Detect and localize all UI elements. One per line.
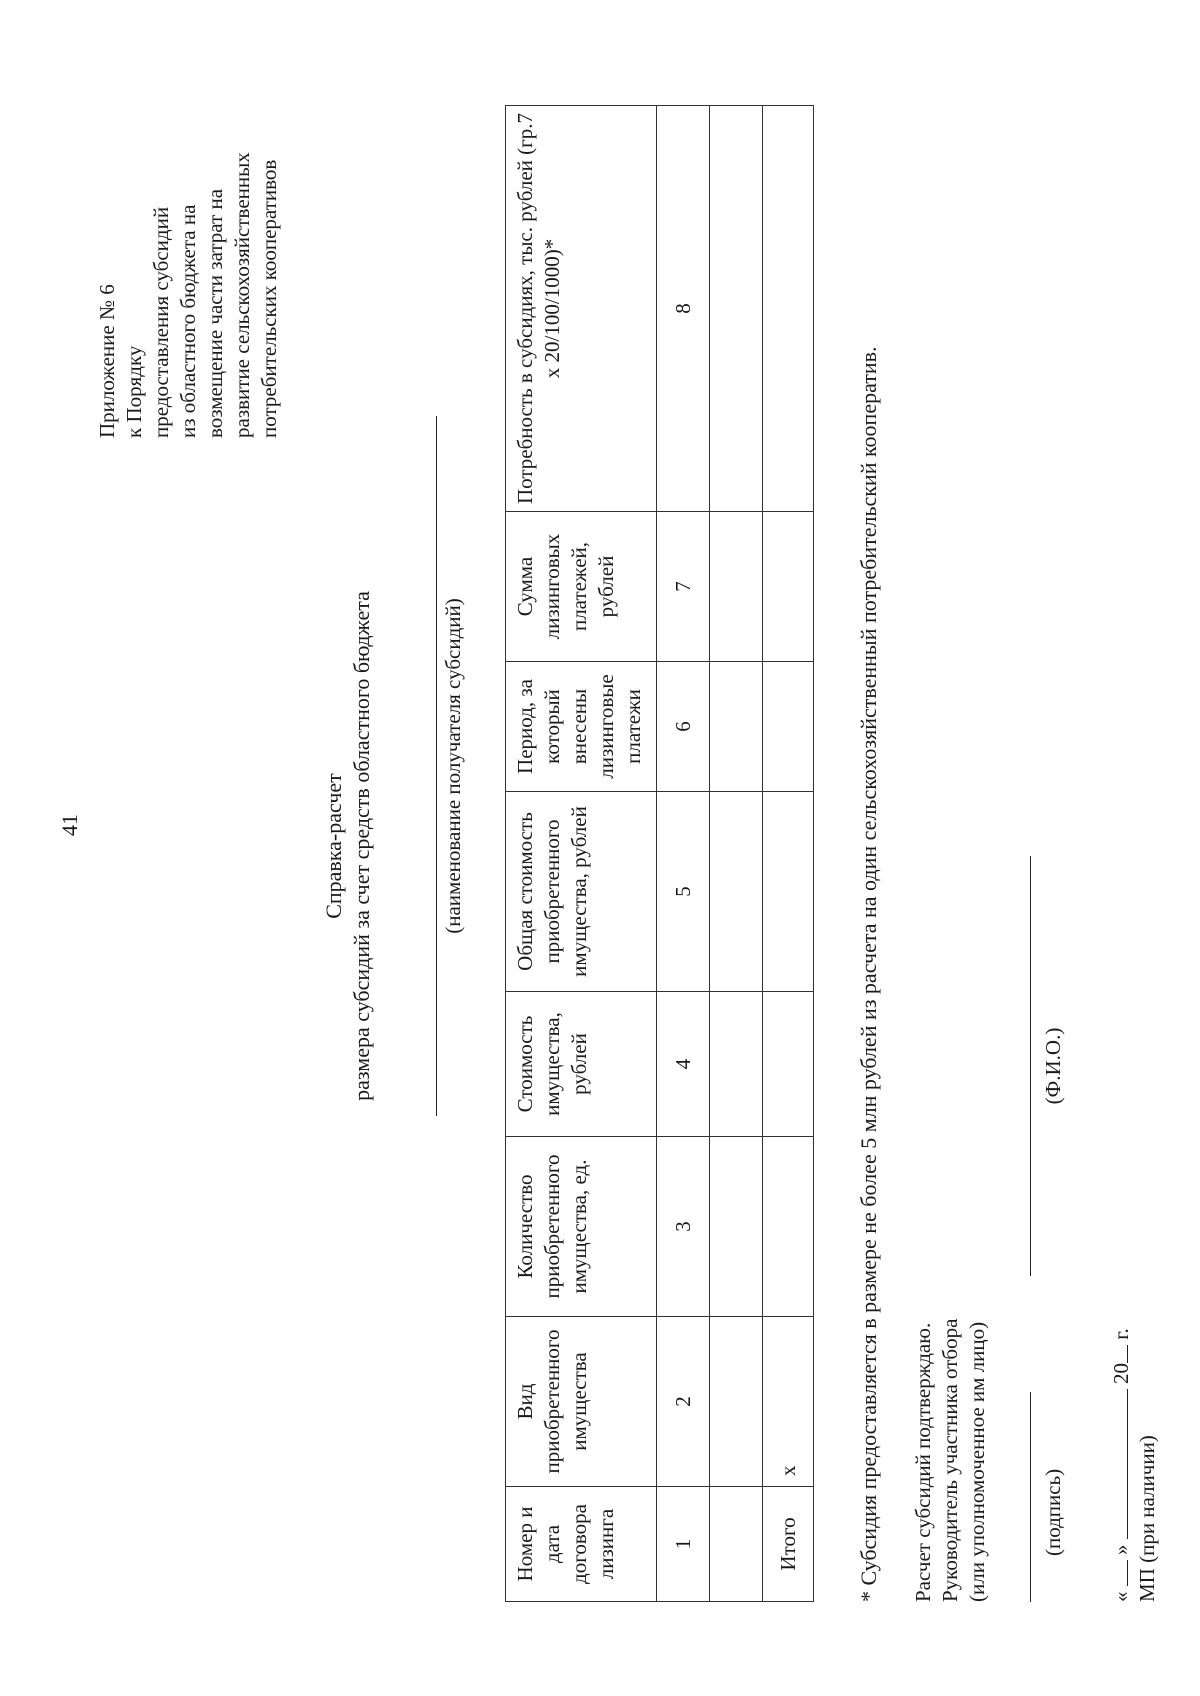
date-quote-close: » <box>1109 1544 1133 1555</box>
table-cell[interactable] <box>710 1317 763 1487</box>
signature-line <box>1030 1392 1031 1602</box>
title-line-2: размера субсидий за счет средств областного бюджета <box>349 591 374 1101</box>
column-number: 2 <box>657 1317 710 1487</box>
annex-line: из областного бюджета на <box>176 204 200 438</box>
date-year-suffix: г. <box>1109 1328 1133 1340</box>
head-line-1: Руководитель участника отбора <box>938 1318 962 1602</box>
fio-caption: (Ф.И.О.) <box>1041 1027 1065 1105</box>
calculation-table <box>505 105 814 1602</box>
table-cell[interactable] <box>710 1137 763 1317</box>
total-col2-mark: х <box>763 1317 814 1487</box>
annex-line: предоставления субсидий <box>149 206 173 438</box>
annex-line: потребительских кооперативов <box>257 159 281 438</box>
annex-line: к Порядку <box>122 345 146 438</box>
header-cell: Номер и дата договора лизинга <box>506 1487 657 1602</box>
title-line-1: Справка-расчет <box>321 773 346 919</box>
document-title <box>320 496 376 1196</box>
column-number: 3 <box>657 1137 710 1317</box>
total-label: Итого <box>763 1487 814 1602</box>
table-cell[interactable] <box>710 512 763 662</box>
annex-block <box>94 18 283 438</box>
recipient-line <box>436 416 437 1116</box>
head-line-2: (или уполномоченное им лицо) <box>965 1321 989 1602</box>
table-cell[interactable] <box>763 992 814 1137</box>
column-number: 8 <box>657 106 710 512</box>
table-row <box>710 106 763 1602</box>
table-cell[interactable] <box>763 512 814 662</box>
table-cell[interactable] <box>763 106 814 512</box>
header-cell: Период, за который внесены лизинговые платежи <box>506 662 657 792</box>
table-cell[interactable] <box>710 662 763 792</box>
signature-caption: (подпись) <box>1041 1468 1065 1556</box>
table-cell[interactable] <box>763 662 814 792</box>
column-number: 1 <box>657 1487 710 1602</box>
date-quote-open: « <box>1109 1591 1133 1602</box>
annex-line: Приложение № 6 <box>95 284 119 438</box>
table-cell[interactable] <box>763 1137 814 1317</box>
date-year-prefix: 20 <box>1109 1363 1133 1384</box>
footnote: * Субсидия предоставляется в размере не более 5 млн рублей из расчета на один сельскохозяйственный потребительский кооператив. <box>856 346 881 1602</box>
header-cell: Количество приобретенного имущества, ед. <box>506 1137 657 1317</box>
table-header-row <box>506 106 657 1602</box>
table-cell[interactable] <box>710 106 763 512</box>
recipient-caption: (наименование получателя субсидий) <box>441 598 465 934</box>
table-cell[interactable] <box>710 792 763 992</box>
header-cell: Сумма лизинговых платежей, рублей <box>506 512 657 662</box>
header-cell: Стоимость имущества, рублей <box>506 992 657 1137</box>
fio-line <box>1030 856 1031 1276</box>
column-number-row <box>657 106 710 1602</box>
annex-line: возмещение части затрат на <box>203 188 227 438</box>
table-cell[interactable] <box>710 1487 763 1602</box>
column-number: 6 <box>657 662 710 792</box>
page-number: 41 <box>57 814 82 836</box>
header-cell: Вид приобретенного имущества <box>506 1317 657 1487</box>
total-row <box>763 106 814 1602</box>
date-field[interactable] <box>1108 1202 1136 1602</box>
column-number: 4 <box>657 992 710 1137</box>
column-number: 5 <box>657 792 710 992</box>
stamp-note: МП (при наличии) <box>1135 1435 1159 1602</box>
signature-block <box>910 902 991 1602</box>
header-cell: Потребность в субсидиях, тыс. рублей (гр.7 х 20/100/1000)* <box>506 106 657 512</box>
table-cell[interactable] <box>710 992 763 1137</box>
annex-line: развитие сельскохозяйственных <box>230 152 254 438</box>
column-number: 7 <box>657 512 710 662</box>
table-cell[interactable] <box>763 792 814 992</box>
header-cell: Общая стоимость приобретенного имущества, рублей <box>506 792 657 992</box>
confirm-text: Расчет субсидий подтверждаю. <box>911 1322 935 1602</box>
